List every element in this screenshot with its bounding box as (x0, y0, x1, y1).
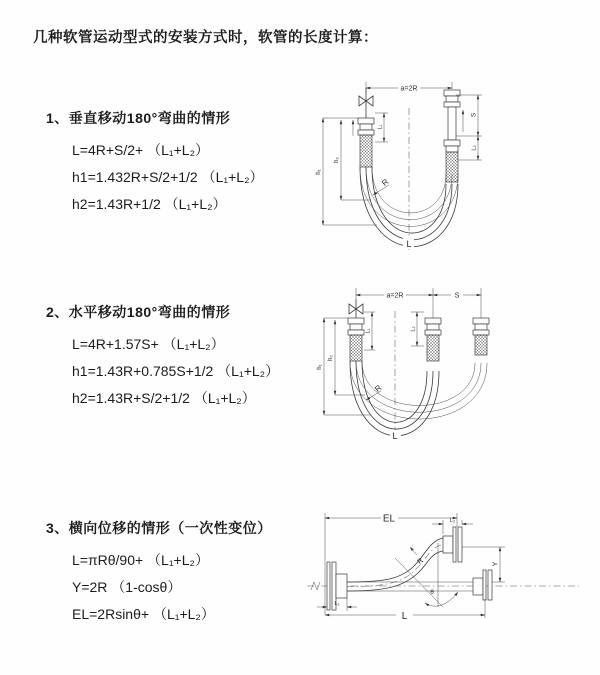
label-l2: L₂ (449, 518, 456, 524)
formula-h2: h2=1.43R+1/2 （L₁+L₂） (72, 196, 227, 212)
label-s: S (470, 112, 478, 118)
formula-EL: EL=2Rsinθ+ （L₁+L₂） (72, 606, 215, 622)
dimension-l1 (317, 598, 357, 611)
diagram-2-drawing (311, 283, 539, 447)
pipe-break-mark (311, 582, 320, 590)
hose-u-curves (350, 361, 487, 436)
diagram-1-drawing (313, 78, 537, 256)
label-r: R (416, 557, 425, 566)
label-h1: h₁ (316, 169, 322, 175)
raised-flange (443, 527, 462, 562)
page-title: 几种软管运动型式的安装方式时，软管的长度计算： (33, 30, 378, 46)
left-braid-section (360, 135, 372, 167)
section-lateral-displacement (46, 518, 316, 628)
formula-L: L=4R+S/2+ （L₁+L₂） (72, 142, 210, 158)
label-y: Y (492, 561, 500, 567)
section-2-heading: 2、水平移动180°弯曲的情形 (46, 304, 231, 320)
dimension-l2 (411, 312, 425, 346)
label-l: L (401, 611, 408, 622)
section-3-heading: 3、横向位移的情形（一次性变位） (46, 520, 272, 536)
dimension-a2r (356, 288, 481, 318)
formula-L: L=πRθ/90+ （L₁+L₂） (72, 552, 209, 568)
dimension-s (433, 293, 481, 300)
dimension-s (456, 95, 482, 136)
dimension-l1 (364, 312, 375, 350)
dimension-l1 (375, 113, 388, 142)
formula-h1: h1=1.432R+S/2+1/2 （L₁+L₂） (72, 169, 264, 185)
dimension-a2r (366, 82, 452, 93)
middle-union-fitting (425, 318, 441, 335)
radius-leader (373, 177, 390, 195)
dimension-el (325, 513, 457, 615)
right-union-fitting (473, 318, 489, 335)
formula-h2: h2=1.43R+S/2+1/2 （L₁+L₂） (72, 390, 256, 406)
diagram-horizontal-180-bend (311, 283, 539, 447)
label-h1: h₁ (317, 364, 323, 370)
label-h2: h₂ (334, 157, 340, 163)
formula-h1: h1=1.43R+0.785S+1/2 （L₁+L₂） (72, 363, 280, 379)
label-s: S (454, 292, 460, 300)
right-braid-section (446, 152, 458, 182)
section-1-heading: 1、垂直移动180°弯曲的情形 (46, 110, 231, 126)
label-r: R (380, 177, 391, 188)
label-theta: θ (430, 589, 434, 596)
valve-icon (349, 299, 363, 318)
label-a2r: a=2R (386, 292, 404, 300)
label-el: EL (382, 513, 396, 525)
diagram-3-drawing (301, 501, 589, 641)
right-braid-section (475, 335, 487, 355)
label-r: R (373, 383, 384, 394)
diagram-lateral-displacement (301, 501, 589, 641)
initial-position-pipe (347, 582, 473, 591)
formula-L: L=4R+1.57S+ （L₁+L₂） (72, 336, 225, 352)
label-h2: h₂ (328, 355, 334, 361)
radius-leader (366, 383, 383, 400)
label-l2: L₂ (410, 326, 417, 332)
left-braid-section (350, 335, 362, 361)
diagram-vertical-180-bend (313, 78, 537, 256)
middle-braid-section (427, 335, 439, 361)
label-l1: L₁ (377, 124, 384, 130)
right-flange (473, 570, 492, 600)
hose-s-curve (347, 538, 443, 591)
section-horizontal-movement (46, 302, 316, 412)
dimension-l2 (458, 136, 482, 160)
label-l2: L₂ (471, 145, 478, 151)
right-union-fittings (444, 90, 460, 152)
label-l1: L₁ (365, 328, 372, 334)
dimension-l (325, 599, 485, 622)
dimension-l2 (432, 518, 473, 534)
label-l1: L₁ (334, 601, 340, 607)
label-l: L (406, 239, 412, 249)
section-vertical-movement (46, 108, 316, 218)
label-a2r: a=2R (400, 85, 418, 93)
left-union-fitting (348, 318, 364, 335)
left-union-fitting (358, 118, 374, 135)
label-l: L (392, 431, 398, 441)
formula-Y: Y=2R （1-cosθ） (72, 579, 182, 595)
